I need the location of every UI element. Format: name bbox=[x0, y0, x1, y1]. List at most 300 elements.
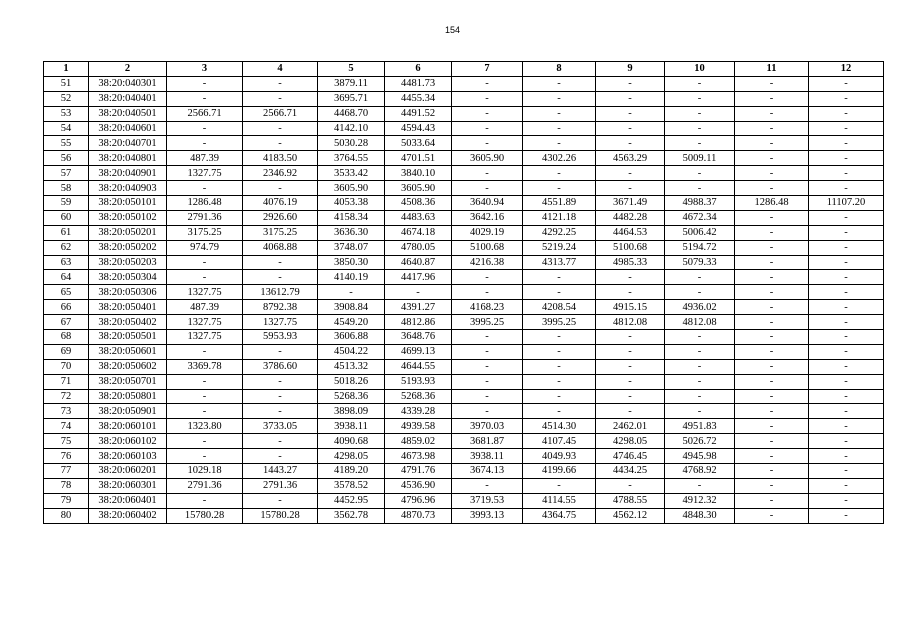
table-row bbox=[44, 91, 884, 106]
table-cell: 38:20:050401 bbox=[89, 300, 167, 315]
table-cell: 3938.11 bbox=[318, 419, 385, 434]
table-cell: - bbox=[523, 91, 596, 106]
table-cell: - bbox=[665, 121, 735, 136]
table-cell: - bbox=[735, 493, 809, 508]
table-cell: 3562.78 bbox=[318, 508, 385, 523]
table-cell: 4189.20 bbox=[318, 464, 385, 479]
table-cell: 58 bbox=[44, 181, 89, 196]
table-cell: - bbox=[735, 225, 809, 240]
table-body bbox=[44, 76, 884, 523]
table-cell: - bbox=[523, 359, 596, 374]
table-cell: - bbox=[809, 419, 884, 434]
table-cell: 4121.18 bbox=[523, 210, 596, 225]
table-cell: 5193.93 bbox=[385, 374, 452, 389]
table-cell: 5079.33 bbox=[665, 255, 735, 270]
table-cell: 4481.73 bbox=[385, 76, 452, 91]
table-cell: - bbox=[665, 330, 735, 345]
table-cell: 54 bbox=[44, 121, 89, 136]
table-cell: 4746.45 bbox=[596, 449, 665, 464]
table-cell: 4551.89 bbox=[523, 196, 596, 211]
table-cell: - bbox=[735, 285, 809, 300]
table-cell: - bbox=[452, 374, 523, 389]
table-cell: - bbox=[243, 493, 318, 508]
table-cell: 5006.42 bbox=[665, 225, 735, 240]
table-cell: 3850.30 bbox=[318, 255, 385, 270]
table-cell: 4168.23 bbox=[452, 300, 523, 315]
table-cell: - bbox=[452, 344, 523, 359]
table-cell: - bbox=[809, 374, 884, 389]
table-cell: 38:20:050306 bbox=[89, 285, 167, 300]
table-row bbox=[44, 493, 884, 508]
table-cell: - bbox=[596, 478, 665, 493]
table-cell: - bbox=[809, 136, 884, 151]
table-cell: - bbox=[523, 344, 596, 359]
table-cell: 38:20:060401 bbox=[89, 493, 167, 508]
table-cell: - bbox=[809, 330, 884, 345]
table-cell: 53 bbox=[44, 106, 89, 121]
table-row bbox=[44, 374, 884, 389]
table-row bbox=[44, 344, 884, 359]
table-cell: - bbox=[735, 300, 809, 315]
table-cell: 2566.71 bbox=[167, 106, 243, 121]
table-cell: 3970.03 bbox=[452, 419, 523, 434]
table-row bbox=[44, 449, 884, 464]
table-cell: 70 bbox=[44, 359, 89, 374]
table-cell: - bbox=[735, 210, 809, 225]
table-row bbox=[44, 181, 884, 196]
table-cell: - bbox=[735, 464, 809, 479]
table-cell: 4701.51 bbox=[385, 151, 452, 166]
table-cell: - bbox=[665, 404, 735, 419]
table-cell: - bbox=[596, 285, 665, 300]
table-cell: 4985.33 bbox=[596, 255, 665, 270]
table-cell: - bbox=[523, 136, 596, 151]
table-cell: - bbox=[735, 181, 809, 196]
table-cell: - bbox=[809, 508, 884, 523]
table-cell: - bbox=[735, 136, 809, 151]
table-cell: 4483.63 bbox=[385, 210, 452, 225]
table-cell: 5100.68 bbox=[452, 240, 523, 255]
table-cell: 3879.11 bbox=[318, 76, 385, 91]
table-cell: - bbox=[809, 344, 884, 359]
table-cell: 5268.36 bbox=[318, 389, 385, 404]
table-cell: 4364.75 bbox=[523, 508, 596, 523]
table-cell: 4434.25 bbox=[596, 464, 665, 479]
table-cell: - bbox=[243, 449, 318, 464]
table-cell: - bbox=[167, 255, 243, 270]
table-cell: 56 bbox=[44, 151, 89, 166]
table-cell: - bbox=[809, 181, 884, 196]
table-cell: 4208.54 bbox=[523, 300, 596, 315]
table-cell: - bbox=[735, 404, 809, 419]
table-row bbox=[44, 285, 884, 300]
table-cell: 5268.36 bbox=[385, 389, 452, 404]
table-row bbox=[44, 151, 884, 166]
table-cell: 4053.38 bbox=[318, 196, 385, 211]
table-cell: - bbox=[665, 389, 735, 404]
table-cell: 38:20:050901 bbox=[89, 404, 167, 419]
table-cell: 38:20:050102 bbox=[89, 210, 167, 225]
table-cell: 4912.32 bbox=[665, 493, 735, 508]
table-row bbox=[44, 434, 884, 449]
table-cell: 4848.30 bbox=[665, 508, 735, 523]
table-cell: - bbox=[452, 91, 523, 106]
table-cell: 4672.34 bbox=[665, 210, 735, 225]
table-cell: 4936.02 bbox=[665, 300, 735, 315]
table-cell: 38:20:050801 bbox=[89, 389, 167, 404]
data-table bbox=[43, 61, 884, 524]
table-cell: 38:20:060201 bbox=[89, 464, 167, 479]
table-cell: - bbox=[596, 181, 665, 196]
table-cell: 4939.58 bbox=[385, 419, 452, 434]
table-row bbox=[44, 136, 884, 151]
table-cell: - bbox=[665, 106, 735, 121]
table-cell: - bbox=[735, 359, 809, 374]
table-cell: 60 bbox=[44, 210, 89, 225]
table-cell: 38:20:050501 bbox=[89, 330, 167, 345]
table-cell: 1443.27 bbox=[243, 464, 318, 479]
table-cell: - bbox=[665, 91, 735, 106]
table-cell: 38:20:060102 bbox=[89, 434, 167, 449]
table-cell: 3605.90 bbox=[385, 181, 452, 196]
table-cell: - bbox=[735, 389, 809, 404]
table-cell: 4640.87 bbox=[385, 255, 452, 270]
table-row bbox=[44, 106, 884, 121]
table-row bbox=[44, 76, 884, 91]
table-cell: 65 bbox=[44, 285, 89, 300]
table-cell: - bbox=[167, 91, 243, 106]
table-cell: - bbox=[596, 76, 665, 91]
table-cell: 4563.29 bbox=[596, 151, 665, 166]
table-cell: 4339.28 bbox=[385, 404, 452, 419]
table-cell: 4945.98 bbox=[665, 449, 735, 464]
table-cell: 78 bbox=[44, 478, 89, 493]
table-cell: 38:20:050101 bbox=[89, 196, 167, 211]
table-cell: - bbox=[665, 270, 735, 285]
table-cell: - bbox=[809, 76, 884, 91]
table-cell: - bbox=[167, 493, 243, 508]
table-cell: 2462.01 bbox=[596, 419, 665, 434]
table-cell: 1327.75 bbox=[167, 166, 243, 181]
table-cell: - bbox=[735, 166, 809, 181]
table-cell: - bbox=[452, 330, 523, 345]
table-cell: 4482.28 bbox=[596, 210, 665, 225]
table-cell: 2926.60 bbox=[243, 210, 318, 225]
table-cell: - bbox=[809, 389, 884, 404]
column-header: 6 bbox=[385, 62, 452, 77]
table-cell: 38:20:060402 bbox=[89, 508, 167, 523]
table-cell: - bbox=[665, 136, 735, 151]
table-cell: 5100.68 bbox=[596, 240, 665, 255]
table-cell: 5953.93 bbox=[243, 330, 318, 345]
table-cell: 5009.11 bbox=[665, 151, 735, 166]
table-cell: - bbox=[243, 270, 318, 285]
table-cell: - bbox=[167, 136, 243, 151]
table-cell: - bbox=[809, 121, 884, 136]
table-cell: - bbox=[809, 151, 884, 166]
table-cell: - bbox=[809, 91, 884, 106]
table-cell: 1327.75 bbox=[243, 315, 318, 330]
column-header: 3 bbox=[167, 62, 243, 77]
table-cell: 51 bbox=[44, 76, 89, 91]
table-cell: - bbox=[735, 419, 809, 434]
table-cell: 5033.64 bbox=[385, 136, 452, 151]
table-cell: - bbox=[596, 404, 665, 419]
table-cell: 1327.75 bbox=[167, 330, 243, 345]
table-cell: 77 bbox=[44, 464, 89, 479]
table-cell: - bbox=[523, 389, 596, 404]
table-cell: 38:20:050203 bbox=[89, 255, 167, 270]
table-cell: - bbox=[735, 434, 809, 449]
table-cell: 2791.36 bbox=[243, 478, 318, 493]
table-cell: 4049.93 bbox=[523, 449, 596, 464]
table-cell: 63 bbox=[44, 255, 89, 270]
table-cell: - bbox=[167, 270, 243, 285]
table-cell: 3908.84 bbox=[318, 300, 385, 315]
table-cell: - bbox=[596, 166, 665, 181]
table-cell: - bbox=[735, 151, 809, 166]
table-row bbox=[44, 240, 884, 255]
table-cell: - bbox=[665, 359, 735, 374]
table-cell: 38:20:060301 bbox=[89, 478, 167, 493]
table-cell: - bbox=[243, 404, 318, 419]
table-cell: - bbox=[665, 76, 735, 91]
table-cell: 4302.26 bbox=[523, 151, 596, 166]
table-cell: - bbox=[809, 285, 884, 300]
table-cell: - bbox=[809, 359, 884, 374]
table-cell: - bbox=[735, 478, 809, 493]
table-cell: 38:20:040903 bbox=[89, 181, 167, 196]
table-cell: 38:20:050601 bbox=[89, 344, 167, 359]
table-cell: 4812.08 bbox=[596, 315, 665, 330]
table-cell: 75 bbox=[44, 434, 89, 449]
table-cell: 4468.70 bbox=[318, 106, 385, 121]
table-cell: 3671.49 bbox=[596, 196, 665, 211]
table-cell: - bbox=[809, 404, 884, 419]
table-cell: - bbox=[809, 225, 884, 240]
table-cell: 4199.66 bbox=[523, 464, 596, 479]
table-cell: 38:20:050701 bbox=[89, 374, 167, 389]
table-cell: 3640.94 bbox=[452, 196, 523, 211]
table-cell: - bbox=[809, 255, 884, 270]
table-row bbox=[44, 508, 884, 523]
table-cell: 2346.92 bbox=[243, 166, 318, 181]
table-cell: - bbox=[452, 166, 523, 181]
column-header: 1 bbox=[44, 62, 89, 77]
column-header: 10 bbox=[665, 62, 735, 77]
table-cell: 3695.71 bbox=[318, 91, 385, 106]
table-cell: 4644.55 bbox=[385, 359, 452, 374]
table-cell: - bbox=[167, 344, 243, 359]
table-cell: - bbox=[523, 330, 596, 345]
table-cell: - bbox=[809, 210, 884, 225]
table-cell: 71 bbox=[44, 374, 89, 389]
table-row bbox=[44, 478, 884, 493]
table-cell: 64 bbox=[44, 270, 89, 285]
table-cell: - bbox=[243, 344, 318, 359]
table-cell: 38:20:050602 bbox=[89, 359, 167, 374]
table-cell: 4313.77 bbox=[523, 255, 596, 270]
table-cell: 62 bbox=[44, 240, 89, 255]
table-cell: 3786.60 bbox=[243, 359, 318, 374]
table-cell: 2791.36 bbox=[167, 210, 243, 225]
table-cell: 69 bbox=[44, 344, 89, 359]
table-cell: - bbox=[167, 434, 243, 449]
table-cell: 1323.80 bbox=[167, 419, 243, 434]
table-cell: 5219.24 bbox=[523, 240, 596, 255]
table-cell: 4951.83 bbox=[665, 419, 735, 434]
table-row bbox=[44, 121, 884, 136]
table-cell: 68 bbox=[44, 330, 89, 345]
table-cell: - bbox=[735, 76, 809, 91]
header-row bbox=[44, 62, 884, 77]
table-cell: 4107.45 bbox=[523, 434, 596, 449]
table-cell: - bbox=[596, 359, 665, 374]
table-cell: - bbox=[523, 478, 596, 493]
table-cell: 4491.52 bbox=[385, 106, 452, 121]
table-cell: - bbox=[596, 91, 665, 106]
table-cell: 4549.20 bbox=[318, 315, 385, 330]
table-cell: 4455.34 bbox=[385, 91, 452, 106]
table-cell: 38:20:060101 bbox=[89, 419, 167, 434]
table-cell: - bbox=[665, 478, 735, 493]
table-cell: 38:20:050202 bbox=[89, 240, 167, 255]
table-cell: - bbox=[809, 434, 884, 449]
table-cell: - bbox=[735, 106, 809, 121]
table-cell: - bbox=[167, 389, 243, 404]
table-cell: 4915.15 bbox=[596, 300, 665, 315]
table-cell: - bbox=[452, 404, 523, 419]
table-cell: 4292.25 bbox=[523, 225, 596, 240]
table-cell: 38:20:050201 bbox=[89, 225, 167, 240]
table-cell: - bbox=[596, 330, 665, 345]
table-row bbox=[44, 300, 884, 315]
table-row bbox=[44, 166, 884, 181]
table-cell: - bbox=[809, 315, 884, 330]
table-cell: - bbox=[735, 255, 809, 270]
table-cell: - bbox=[243, 91, 318, 106]
table-row bbox=[44, 315, 884, 330]
table-cell: 3764.55 bbox=[318, 151, 385, 166]
table-cell: - bbox=[452, 181, 523, 196]
table-cell: 4508.36 bbox=[385, 196, 452, 211]
table-cell: - bbox=[523, 270, 596, 285]
table-cell: 4870.73 bbox=[385, 508, 452, 523]
table-cell: - bbox=[523, 285, 596, 300]
table-cell: - bbox=[523, 374, 596, 389]
table-cell: - bbox=[243, 76, 318, 91]
table-cell: - bbox=[523, 181, 596, 196]
table-cell: 4076.19 bbox=[243, 196, 318, 211]
table-cell: 67 bbox=[44, 315, 89, 330]
table-cell: - bbox=[665, 166, 735, 181]
table-cell: - bbox=[809, 166, 884, 181]
table-cell: 4673.98 bbox=[385, 449, 452, 464]
table-cell: 38:20:040801 bbox=[89, 151, 167, 166]
table-cell: - bbox=[735, 121, 809, 136]
table-cell: - bbox=[167, 121, 243, 136]
table-cell: 4114.55 bbox=[523, 493, 596, 508]
table-cell: 3748.07 bbox=[318, 240, 385, 255]
table-cell: 1286.48 bbox=[167, 196, 243, 211]
column-header: 2 bbox=[89, 62, 167, 77]
table-cell: 38:20:040901 bbox=[89, 166, 167, 181]
table-cell: 3674.13 bbox=[452, 464, 523, 479]
table-cell: 59 bbox=[44, 196, 89, 211]
table-cell: 3648.76 bbox=[385, 330, 452, 345]
table-cell: - bbox=[735, 508, 809, 523]
table-cell: 487.39 bbox=[167, 151, 243, 166]
table-cell: 3733.05 bbox=[243, 419, 318, 434]
table-cell: - bbox=[243, 181, 318, 196]
table-cell: 4812.86 bbox=[385, 315, 452, 330]
table-cell: 15780.28 bbox=[167, 508, 243, 523]
table-cell: - bbox=[452, 106, 523, 121]
table-cell: 2791.36 bbox=[167, 478, 243, 493]
table-cell: - bbox=[243, 374, 318, 389]
table-cell: 74 bbox=[44, 419, 89, 434]
table-row bbox=[44, 404, 884, 419]
table-cell: - bbox=[523, 121, 596, 136]
table-cell: - bbox=[665, 285, 735, 300]
table-cell: 55 bbox=[44, 136, 89, 151]
table-cell: 2566.71 bbox=[243, 106, 318, 121]
table-cell: 4788.55 bbox=[596, 493, 665, 508]
column-header: 9 bbox=[596, 62, 665, 77]
table-cell: 3175.25 bbox=[243, 225, 318, 240]
table-cell: - bbox=[452, 76, 523, 91]
table-cell: 5030.28 bbox=[318, 136, 385, 151]
table-cell: 1286.48 bbox=[735, 196, 809, 211]
table-cell: - bbox=[167, 181, 243, 196]
table-cell: 4988.37 bbox=[665, 196, 735, 211]
table-cell: 15780.28 bbox=[243, 508, 318, 523]
table-cell: - bbox=[167, 449, 243, 464]
table-cell: 4699.13 bbox=[385, 344, 452, 359]
column-header: 8 bbox=[523, 62, 596, 77]
table-cell: 4029.19 bbox=[452, 225, 523, 240]
table-cell: - bbox=[523, 76, 596, 91]
table-cell: - bbox=[385, 285, 452, 300]
table-cell: - bbox=[596, 270, 665, 285]
table-row bbox=[44, 359, 884, 374]
table-cell: 4594.43 bbox=[385, 121, 452, 136]
table-cell: - bbox=[809, 449, 884, 464]
table-cell: 4068.88 bbox=[243, 240, 318, 255]
table-cell: - bbox=[735, 330, 809, 345]
table-cell: 4674.18 bbox=[385, 225, 452, 240]
table-cell: - bbox=[452, 270, 523, 285]
column-header: 5 bbox=[318, 62, 385, 77]
table-cell: 3995.25 bbox=[452, 315, 523, 330]
table-cell: 8792.38 bbox=[243, 300, 318, 315]
table-cell: - bbox=[809, 478, 884, 493]
table-row bbox=[44, 389, 884, 404]
table-cell: 3605.90 bbox=[452, 151, 523, 166]
table-cell: - bbox=[665, 374, 735, 389]
table-cell: - bbox=[243, 136, 318, 151]
table-cell: - bbox=[735, 449, 809, 464]
table-cell: - bbox=[809, 270, 884, 285]
table-row bbox=[44, 330, 884, 345]
table-cell: 4298.05 bbox=[596, 434, 665, 449]
table-cell: 3719.53 bbox=[452, 493, 523, 508]
table-cell: - bbox=[167, 76, 243, 91]
table-cell: - bbox=[596, 344, 665, 359]
table-cell: 13612.79 bbox=[243, 285, 318, 300]
table-row bbox=[44, 419, 884, 434]
table-cell: 72 bbox=[44, 389, 89, 404]
